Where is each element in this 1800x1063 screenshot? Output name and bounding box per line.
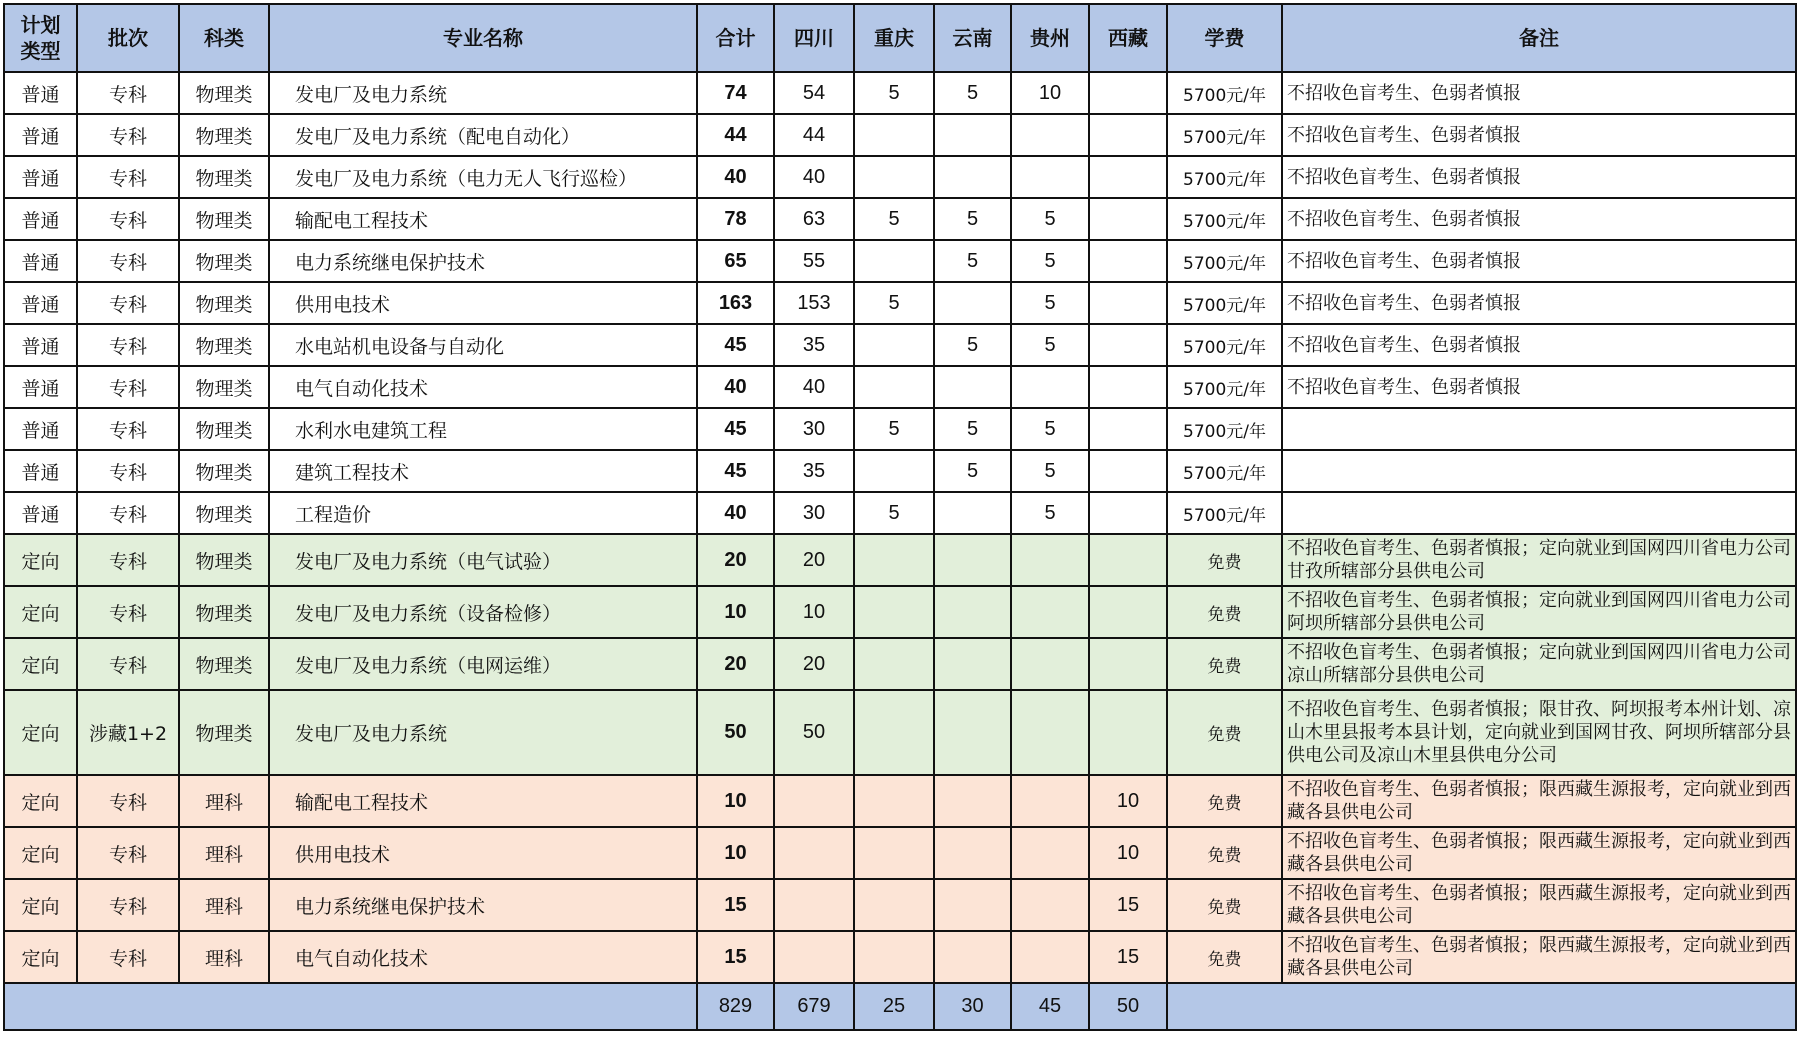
- note-cell: 不招收色盲考生、色弱者慎报: [1282, 282, 1796, 324]
- xizang-cell: [1089, 638, 1167, 690]
- major-cell: 输配电工程技术: [269, 198, 697, 240]
- plan-type-cell: 普通: [4, 72, 77, 114]
- plan-type-cell: 定向: [4, 775, 77, 827]
- plan-type-cell: 定向: [4, 638, 77, 690]
- note-cell: 不招收色盲考生、色弱者慎报；限西藏生源报考，定向就业到西藏各县供电公司: [1282, 827, 1796, 879]
- category-cell: 物理类: [179, 198, 269, 240]
- header-fee: 学费: [1167, 4, 1282, 72]
- plan-type-cell: 普通: [4, 156, 77, 198]
- batch-cell: 专科: [77, 931, 179, 983]
- table-row: [4, 450, 1796, 492]
- total-cell: 15: [697, 879, 774, 931]
- note-cell: 不招收色盲考生、色弱者慎报: [1282, 156, 1796, 198]
- category-cell: 物理类: [179, 72, 269, 114]
- batch-cell: 专科: [77, 775, 179, 827]
- guizhou-cell: [1011, 638, 1089, 690]
- yunnan-cell: [934, 366, 1011, 408]
- note-cell: 不招收色盲考生、色弱者慎报: [1282, 114, 1796, 156]
- chongqing-cell: 5: [854, 282, 934, 324]
- totals-label-cell: [4, 983, 697, 1030]
- total-cell: 20: [697, 638, 774, 690]
- guizhou-cell: [1011, 534, 1089, 586]
- total-cell: 40: [697, 366, 774, 408]
- totals-chongqing: 25: [854, 983, 934, 1030]
- sichuan-cell: 20: [774, 534, 854, 586]
- guizhou-cell: [1011, 775, 1089, 827]
- plan-type-cell: 普通: [4, 492, 77, 534]
- xizang-cell: [1089, 408, 1167, 450]
- category-cell: 理科: [179, 827, 269, 879]
- note-cell: 不招收色盲考生、色弱者慎报；定向就业到国网四川省电力公司凉山所辖部分县供电公司: [1282, 638, 1796, 690]
- category-cell: 物理类: [179, 586, 269, 638]
- guizhou-cell: [1011, 114, 1089, 156]
- batch-cell: 专科: [77, 534, 179, 586]
- note-cell: 不招收色盲考生、色弱者慎报: [1282, 366, 1796, 408]
- note-cell: 不招收色盲考生、色弱者慎报: [1282, 240, 1796, 282]
- major-cell: 发电厂及电力系统: [269, 690, 697, 775]
- fee-cell: 5700元/年: [1167, 450, 1282, 492]
- sichuan-cell: 35: [774, 324, 854, 366]
- yunnan-cell: [934, 775, 1011, 827]
- batch-cell: 专科: [77, 198, 179, 240]
- header-yunnan: 云南: [934, 4, 1011, 72]
- xizang-cell: 10: [1089, 775, 1167, 827]
- sichuan-cell: [774, 879, 854, 931]
- yunnan-cell: [934, 879, 1011, 931]
- fee-cell: 5700元/年: [1167, 72, 1282, 114]
- totals-empty-cell: [1167, 983, 1796, 1030]
- sichuan-cell: 30: [774, 408, 854, 450]
- xizang-cell: [1089, 690, 1167, 775]
- xizang-cell: [1089, 450, 1167, 492]
- plan-type-cell: 定向: [4, 931, 77, 983]
- batch-cell: 专科: [77, 282, 179, 324]
- xizang-cell: [1089, 156, 1167, 198]
- fee-cell: 免费: [1167, 534, 1282, 586]
- guizhou-cell: 5: [1011, 240, 1089, 282]
- sichuan-cell: [774, 931, 854, 983]
- sichuan-cell: 40: [774, 366, 854, 408]
- xizang-cell: [1089, 198, 1167, 240]
- plan-type-cell: 普通: [4, 408, 77, 450]
- major-cell: 发电厂及电力系统（电气试验）: [269, 534, 697, 586]
- batch-cell: 专科: [77, 638, 179, 690]
- sichuan-cell: 20: [774, 638, 854, 690]
- chongqing-cell: [854, 775, 934, 827]
- major-cell: 供用电技术: [269, 282, 697, 324]
- sichuan-cell: 54: [774, 72, 854, 114]
- table-row: [4, 931, 1796, 983]
- chongqing-cell: [854, 450, 934, 492]
- fee-cell: 免费: [1167, 775, 1282, 827]
- note-cell: 不招收色盲考生、色弱者慎报: [1282, 324, 1796, 366]
- fee-cell: 免费: [1167, 586, 1282, 638]
- chongqing-cell: 5: [854, 492, 934, 534]
- guizhou-cell: [1011, 827, 1089, 879]
- xizang-cell: [1089, 492, 1167, 534]
- major-cell: 电力系统继电保护技术: [269, 879, 697, 931]
- table-row: [4, 72, 1796, 114]
- plan-type-cell: 定向: [4, 879, 77, 931]
- sichuan-cell: 55: [774, 240, 854, 282]
- table-row: [4, 827, 1796, 879]
- category-cell: 物理类: [179, 282, 269, 324]
- category-cell: 物理类: [179, 638, 269, 690]
- fee-cell: 5700元/年: [1167, 408, 1282, 450]
- total-cell: 163: [697, 282, 774, 324]
- major-cell: 发电厂及电力系统: [269, 72, 697, 114]
- xizang-cell: [1089, 586, 1167, 638]
- xizang-cell: [1089, 240, 1167, 282]
- category-cell: 理科: [179, 775, 269, 827]
- table-row: [4, 282, 1796, 324]
- guizhou-cell: [1011, 879, 1089, 931]
- yunnan-cell: [934, 827, 1011, 879]
- sichuan-cell: 35: [774, 450, 854, 492]
- note-cell: 不招收色盲考生、色弱者慎报: [1282, 72, 1796, 114]
- plan-type-cell: 普通: [4, 366, 77, 408]
- total-cell: 40: [697, 492, 774, 534]
- chongqing-cell: [854, 156, 934, 198]
- xizang-cell: [1089, 282, 1167, 324]
- category-cell: 理科: [179, 879, 269, 931]
- batch-cell: 专科: [77, 879, 179, 931]
- xizang-cell: 10: [1089, 827, 1167, 879]
- batch-cell: 专科: [77, 324, 179, 366]
- major-cell: 发电厂及电力系统（电网运维）: [269, 638, 697, 690]
- category-cell: 物理类: [179, 240, 269, 282]
- batch-cell: 涉藏1+2: [77, 690, 179, 775]
- fee-cell: 5700元/年: [1167, 324, 1282, 366]
- sichuan-cell: 30: [774, 492, 854, 534]
- plan-type-cell: 定向: [4, 690, 77, 775]
- fee-cell: 5700元/年: [1167, 366, 1282, 408]
- major-cell: 供用电技术: [269, 827, 697, 879]
- note-cell: 不招收色盲考生、色弱者慎报；限西藏生源报考，定向就业到西藏各县供电公司: [1282, 931, 1796, 983]
- header-xizang: 西藏: [1089, 4, 1167, 72]
- note-cell: [1282, 492, 1796, 534]
- table-row: [4, 114, 1796, 156]
- total-cell: 74: [697, 72, 774, 114]
- plan-type-cell: 定向: [4, 534, 77, 586]
- guizhou-cell: 5: [1011, 408, 1089, 450]
- note-cell: [1282, 450, 1796, 492]
- chongqing-cell: 5: [854, 198, 934, 240]
- category-cell: 物理类: [179, 492, 269, 534]
- total-cell: 65: [697, 240, 774, 282]
- category-cell: 物理类: [179, 450, 269, 492]
- chongqing-cell: [854, 324, 934, 366]
- batch-cell: 专科: [77, 408, 179, 450]
- major-cell: 工程造价: [269, 492, 697, 534]
- fee-cell: 免费: [1167, 690, 1282, 775]
- category-cell: 物理类: [179, 324, 269, 366]
- yunnan-cell: [934, 638, 1011, 690]
- plan-type-cell: 普通: [4, 282, 77, 324]
- yunnan-cell: 5: [934, 408, 1011, 450]
- batch-cell: 专科: [77, 450, 179, 492]
- total-cell: 44: [697, 114, 774, 156]
- table-row: [4, 879, 1796, 931]
- xizang-cell: [1089, 72, 1167, 114]
- table-row: [4, 690, 1796, 775]
- category-cell: 物理类: [179, 408, 269, 450]
- header-category: 科类: [179, 4, 269, 72]
- chongqing-cell: [854, 638, 934, 690]
- guizhou-cell: [1011, 931, 1089, 983]
- major-cell: 水利水电建筑工程: [269, 408, 697, 450]
- category-cell: 物理类: [179, 534, 269, 586]
- fee-cell: 免费: [1167, 638, 1282, 690]
- guizhou-cell: [1011, 690, 1089, 775]
- guizhou-cell: [1011, 156, 1089, 198]
- major-cell: 输配电工程技术: [269, 775, 697, 827]
- plan-type-cell: 普通: [4, 240, 77, 282]
- batch-cell: 专科: [77, 240, 179, 282]
- table-row: [4, 775, 1796, 827]
- total-cell: 10: [697, 827, 774, 879]
- yunnan-cell: [934, 931, 1011, 983]
- sichuan-cell: 63: [774, 198, 854, 240]
- xizang-cell: 15: [1089, 879, 1167, 931]
- fee-cell: 5700元/年: [1167, 156, 1282, 198]
- major-cell: 电力系统继电保护技术: [269, 240, 697, 282]
- fee-cell: 5700元/年: [1167, 492, 1282, 534]
- guizhou-cell: [1011, 366, 1089, 408]
- chongqing-cell: [854, 240, 934, 282]
- yunnan-cell: 5: [934, 198, 1011, 240]
- table-row: [4, 240, 1796, 282]
- major-cell: 建筑工程技术: [269, 450, 697, 492]
- chongqing-cell: [854, 690, 934, 775]
- chongqing-cell: 5: [854, 408, 934, 450]
- note-cell: [1282, 408, 1796, 450]
- sichuan-cell: 44: [774, 114, 854, 156]
- chongqing-cell: [854, 586, 934, 638]
- yunnan-cell: [934, 282, 1011, 324]
- guizhou-cell: 5: [1011, 450, 1089, 492]
- note-cell: 不招收色盲考生、色弱者慎报: [1282, 198, 1796, 240]
- yunnan-cell: 5: [934, 72, 1011, 114]
- table-body: [4, 72, 1796, 983]
- batch-cell: 专科: [77, 156, 179, 198]
- guizhou-cell: [1011, 586, 1089, 638]
- chongqing-cell: [854, 879, 934, 931]
- category-cell: 物理类: [179, 114, 269, 156]
- table-row: [4, 492, 1796, 534]
- enrollment-plan-table: [3, 3, 1797, 1031]
- fee-cell: 5700元/年: [1167, 198, 1282, 240]
- chongqing-cell: [854, 931, 934, 983]
- note-cell: 不招收色盲考生、色弱者慎报；限西藏生源报考，定向就业到西藏各县供电公司: [1282, 879, 1796, 931]
- header-batch: 批次: [77, 4, 179, 72]
- guizhou-cell: 5: [1011, 198, 1089, 240]
- sichuan-cell: 50: [774, 690, 854, 775]
- sichuan-cell: [774, 775, 854, 827]
- note-cell: 不招收色盲考生、色弱者慎报；限西藏生源报考，定向就业到西藏各县供电公司: [1282, 775, 1796, 827]
- plan-type-cell: 定向: [4, 827, 77, 879]
- note-cell: 不招收色盲考生、色弱者慎报；定向就业到国网四川省电力公司阿坝所辖部分县供电公司: [1282, 586, 1796, 638]
- xizang-cell: [1089, 534, 1167, 586]
- plan-type-cell: 普通: [4, 114, 77, 156]
- chongqing-cell: [854, 366, 934, 408]
- fee-cell: 5700元/年: [1167, 114, 1282, 156]
- yunnan-cell: 5: [934, 240, 1011, 282]
- total-cell: 40: [697, 156, 774, 198]
- batch-cell: 专科: [77, 586, 179, 638]
- batch-cell: 专科: [77, 366, 179, 408]
- fee-cell: 5700元/年: [1167, 240, 1282, 282]
- batch-cell: 专科: [77, 492, 179, 534]
- header-row: [4, 4, 1796, 72]
- total-cell: 15: [697, 931, 774, 983]
- yunnan-cell: [934, 690, 1011, 775]
- major-cell: 发电厂及电力系统（配电自动化）: [269, 114, 697, 156]
- header-plan-type: 计划 类型: [4, 4, 77, 72]
- note-cell: 不招收色盲考生、色弱者慎报；限甘孜、阿坝报考本州计划、凉山木里县报考本县计划，定向就业到国网甘孜、阿坝所辖部分县供电公司及凉山木里县供电分公司: [1282, 690, 1796, 775]
- fee-cell: 免费: [1167, 827, 1282, 879]
- guizhou-cell: 10: [1011, 72, 1089, 114]
- batch-cell: 专科: [77, 114, 179, 156]
- totals-sichuan: 679: [774, 983, 854, 1030]
- header-total: 合计: [697, 4, 774, 72]
- fee-cell: 免费: [1167, 879, 1282, 931]
- chongqing-cell: [854, 114, 934, 156]
- header-major: 专业名称: [269, 4, 697, 72]
- xizang-cell: [1089, 114, 1167, 156]
- plan-type-cell: 定向: [4, 586, 77, 638]
- yunnan-cell: [934, 534, 1011, 586]
- table-row: [4, 408, 1796, 450]
- total-cell: 78: [697, 198, 774, 240]
- xizang-cell: [1089, 324, 1167, 366]
- total-cell: 20: [697, 534, 774, 586]
- header-chongqing: 重庆: [854, 4, 934, 72]
- major-cell: 电气自动化技术: [269, 366, 697, 408]
- plan-type-cell: 普通: [4, 198, 77, 240]
- totals-row: [4, 983, 1796, 1030]
- table-row: [4, 586, 1796, 638]
- category-cell: 物理类: [179, 156, 269, 198]
- chongqing-cell: 5: [854, 72, 934, 114]
- header-sichuan: 四川: [774, 4, 854, 72]
- category-cell: 物理类: [179, 690, 269, 775]
- total-cell: 50: [697, 690, 774, 775]
- yunnan-cell: [934, 114, 1011, 156]
- table-row: [4, 156, 1796, 198]
- guizhou-cell: 5: [1011, 492, 1089, 534]
- plan-type-cell: 普通: [4, 324, 77, 366]
- total-cell: 45: [697, 324, 774, 366]
- batch-cell: 专科: [77, 827, 179, 879]
- yunnan-cell: [934, 156, 1011, 198]
- chongqing-cell: [854, 534, 934, 586]
- totals-guizhou: 45: [1011, 983, 1089, 1030]
- header-guizhou: 贵州: [1011, 4, 1089, 72]
- yunnan-cell: [934, 586, 1011, 638]
- xizang-cell: [1089, 366, 1167, 408]
- xizang-cell: 15: [1089, 931, 1167, 983]
- total-cell: 10: [697, 586, 774, 638]
- note-cell: 不招收色盲考生、色弱者慎报；定向就业到国网四川省电力公司甘孜所辖部分县供电公司: [1282, 534, 1796, 586]
- table-row: [4, 324, 1796, 366]
- yunnan-cell: 5: [934, 324, 1011, 366]
- table-row: [4, 534, 1796, 586]
- batch-cell: 专科: [77, 72, 179, 114]
- header-note: 备注: [1282, 4, 1796, 72]
- major-cell: 发电厂及电力系统（设备检修）: [269, 586, 697, 638]
- totals-total: 829: [697, 983, 774, 1030]
- category-cell: 理科: [179, 931, 269, 983]
- yunnan-cell: 5: [934, 450, 1011, 492]
- sichuan-cell: [774, 827, 854, 879]
- guizhou-cell: 5: [1011, 324, 1089, 366]
- guizhou-cell: 5: [1011, 282, 1089, 324]
- category-cell: 物理类: [179, 366, 269, 408]
- table-row: [4, 366, 1796, 408]
- chongqing-cell: [854, 827, 934, 879]
- sichuan-cell: 153: [774, 282, 854, 324]
- major-cell: 电气自动化技术: [269, 931, 697, 983]
- major-cell: 水电站机电设备与自动化: [269, 324, 697, 366]
- total-cell: 45: [697, 408, 774, 450]
- plan-type-cell: 普通: [4, 450, 77, 492]
- fee-cell: 免费: [1167, 931, 1282, 983]
- major-cell: 发电厂及电力系统（电力无人飞行巡检）: [269, 156, 697, 198]
- totals-xizang: 50: [1089, 983, 1167, 1030]
- sichuan-cell: 10: [774, 586, 854, 638]
- total-cell: 10: [697, 775, 774, 827]
- sichuan-cell: 40: [774, 156, 854, 198]
- table-row: [4, 198, 1796, 240]
- fee-cell: 5700元/年: [1167, 282, 1282, 324]
- totals-yunnan: 30: [934, 983, 1011, 1030]
- table-row: [4, 638, 1796, 690]
- total-cell: 45: [697, 450, 774, 492]
- yunnan-cell: [934, 492, 1011, 534]
